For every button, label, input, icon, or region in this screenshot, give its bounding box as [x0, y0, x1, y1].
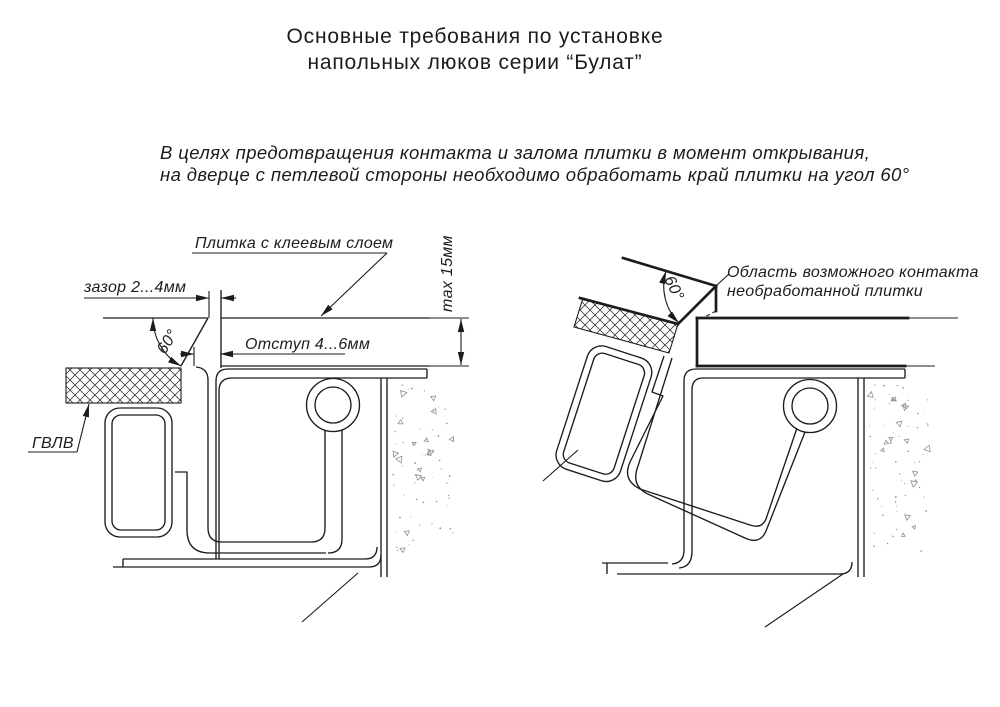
note-line1: В целях предотвращения контакта и залома плитки в момент открывания, — [160, 142, 871, 163]
door-pan-and-hinge-arm — [175, 367, 342, 553]
break-line — [765, 574, 843, 627]
break-line — [543, 450, 578, 481]
max-height-dimension — [439, 235, 461, 365]
hinge-circle — [784, 380, 837, 433]
frame-profile — [602, 369, 905, 627]
contact-area-label-group — [717, 264, 979, 300]
tilted-gvl-hatch-block — [574, 298, 678, 353]
max-height-label: max 15мм — [439, 235, 456, 312]
break-line — [302, 573, 358, 622]
gvl-label-group — [28, 404, 89, 452]
page-title-line1: Основные требования по установке — [286, 25, 664, 48]
fixed-tile-emphasized — [697, 318, 958, 366]
tilted-door-tube-profile — [552, 342, 656, 485]
door-tube-profile — [105, 408, 172, 537]
concrete-hatch-area — [392, 384, 453, 552]
note-block — [160, 142, 910, 185]
contact-area-label-line1: Область возможного контакта — [727, 264, 979, 281]
left-section-view — [28, 235, 469, 622]
gvl-label: ГВЛВ — [32, 435, 74, 452]
tile-adhesive-label-group — [192, 235, 393, 316]
offset-dimension — [180, 336, 370, 366]
tile-adhesive-label: Плитка с клеевым слоем — [195, 235, 394, 252]
contact-area-label-line2: необработанной плитки — [727, 283, 924, 300]
title-block — [287, 25, 664, 74]
frame-profile — [113, 369, 427, 622]
note-line2: на дверце с петлевой стороны необходимо обработать край плитки на угол 60° — [160, 164, 910, 185]
contact-angle-dimension — [660, 271, 686, 323]
contact-angle-label: 60° — [660, 273, 687, 304]
right-section-view — [543, 258, 979, 627]
gap-dimension — [83, 279, 236, 298]
gvl-hatch-block — [66, 368, 181, 403]
offset-dimension-label: Отступ 4...6мм — [245, 336, 371, 353]
tile-surface-lines — [103, 290, 469, 368]
gap-dimension-label: зазор 2...4мм — [84, 279, 187, 296]
hinge-circle — [307, 379, 360, 432]
concrete-hatch-area — [867, 384, 930, 552]
bevel-angle-dimension — [153, 318, 182, 366]
tilted-door-pan-and-hinge-arm — [543, 356, 805, 540]
bevel-angle-label: 60° — [153, 326, 182, 358]
page-title-line2: напольных люков серии “Булат” — [307, 51, 643, 74]
